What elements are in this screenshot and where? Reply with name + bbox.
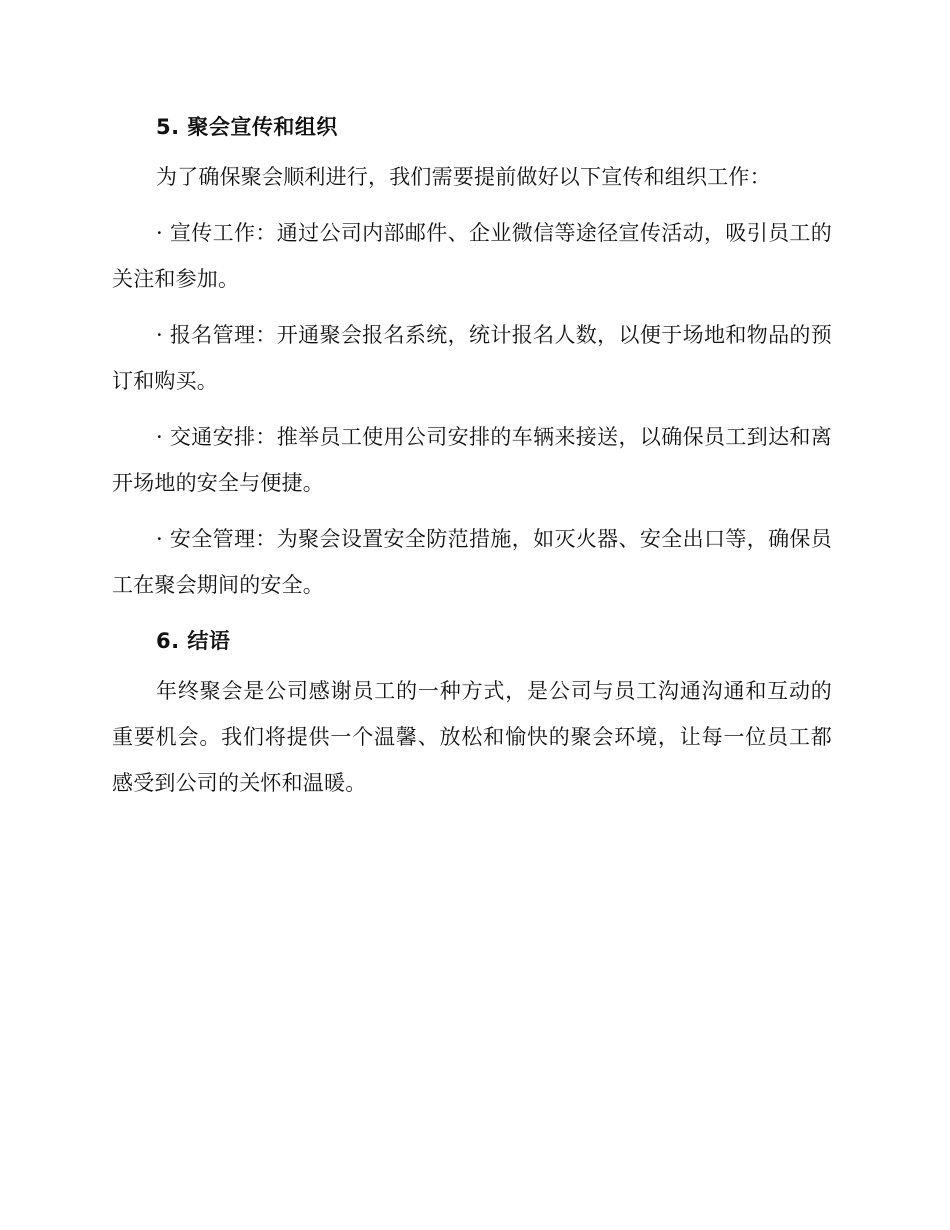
section-5-heading: 5. 聚会宣传和组织 [156, 115, 338, 139]
list-item-safety: · 安全管理：为聚会设置安全防范措施，如灭火器、安全出口等，确保员工在聚会期间的安全。 [112, 527, 832, 597]
section-6-body: 年终聚会是公司感谢员工的一种方式，是公司与员工沟通沟通和互动的重要机会。我们将提供一个温馨、放松和愉快的聚会环境，让每一位员工都感受到公司的关怀和温暖。 [112, 679, 832, 795]
document-page [112, 108, 832, 806]
list-item-publicity: · 宣传工作：通过公司内部邮件、企业微信等途径宣传活动，吸引员工的关注和参加。 [112, 221, 832, 291]
list-item-transport: · 交通安排：推举员工使用公司安排的车辆来接送，以确保员工到达和离开场地的安全与便捷。 [112, 425, 832, 495]
section-5-intro: 为了确保聚会顺利进行，我们需要提前做好以下宣传和组织工作： [156, 165, 771, 189]
list-item-registration: · 报名管理：开通聚会报名系统，统计报名人数，以便于场地和物品的预订和购买。 [112, 323, 832, 393]
section-6-heading: 6. 结语 [156, 629, 231, 653]
